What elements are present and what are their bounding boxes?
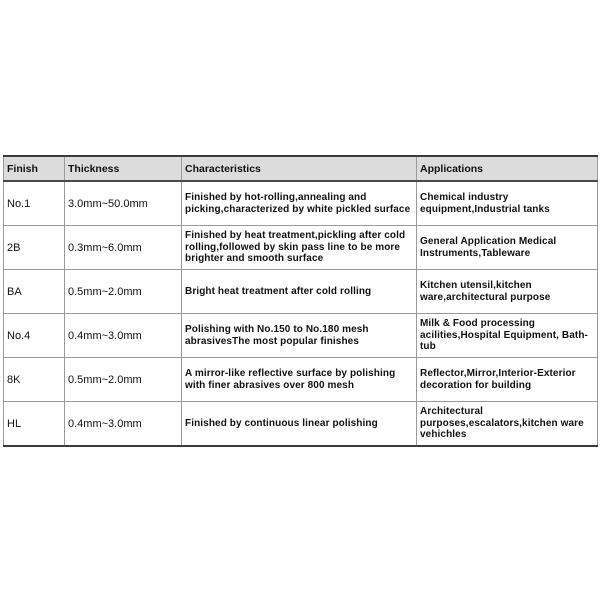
header-characteristics: Characteristics [182, 156, 417, 181]
table-row [4, 226, 598, 270]
applications-cell: Chemical industry equipment,Industrial tanks [417, 181, 598, 226]
finish-cell: 8K [4, 358, 65, 402]
characteristics-cell: Bright heat treatment after cold rolling [182, 270, 417, 314]
thickness-cell: 0.5mm~2.0mm [65, 358, 182, 402]
characteristics-cell: Finished by continuous linear polishing [182, 402, 417, 447]
finish-cell: BA [4, 270, 65, 314]
thickness-cell: 0.3mm~6.0mm [65, 226, 182, 270]
table-row [4, 314, 598, 358]
finish-cell: 2B [4, 226, 65, 270]
applications-cell: General Application Medical Instruments,Tableware [417, 226, 598, 270]
characteristics-cell: A mirror-like reflective surface by polishing with finer abrasives over 800 mesh [182, 358, 417, 402]
characteristics-cell: Finished by hot-rolling,annealing and picking,characterized by white pickled surface [182, 181, 417, 226]
table-row [4, 181, 598, 226]
applications-cell: Milk & Food processing acilities,Hospital Equipment, Bath-tub [417, 314, 598, 358]
thickness-cell: 0.5mm~2.0mm [65, 270, 182, 314]
table-header-row [4, 156, 598, 181]
finish-cell: No.1 [4, 181, 65, 226]
finish-table [3, 155, 598, 447]
thickness-cell: 0.4mm~3.0mm [65, 402, 182, 447]
thickness-cell: 0.4mm~3.0mm [65, 314, 182, 358]
thickness-cell: 3.0mm~50.0mm [65, 181, 182, 226]
header-finish: Finish [4, 156, 65, 181]
applications-cell: Architectural purposes,escalators,kitchen ware vehichles [417, 402, 598, 447]
table-row [4, 358, 598, 402]
characteristics-cell: Polishing with No.150 to No.180 mesh abrasivesThe most popular finishes [182, 314, 417, 358]
finish-cell: No.4 [4, 314, 65, 358]
header-thickness: Thickness [65, 156, 182, 181]
finish-cell: HL [4, 402, 65, 447]
table-row [4, 270, 598, 314]
header-applications: Applications [417, 156, 598, 181]
characteristics-cell: Finished by heat treatment,pickling after cold rolling,followed by skin pass line to be more brighter and smooth surface [182, 226, 417, 270]
table-row [4, 402, 598, 447]
applications-cell: Reflector,Mirror,Interior-Exterior decoration for building [417, 358, 598, 402]
applications-cell: Kitchen utensil,kitchen ware,architectural purpose [417, 270, 598, 314]
